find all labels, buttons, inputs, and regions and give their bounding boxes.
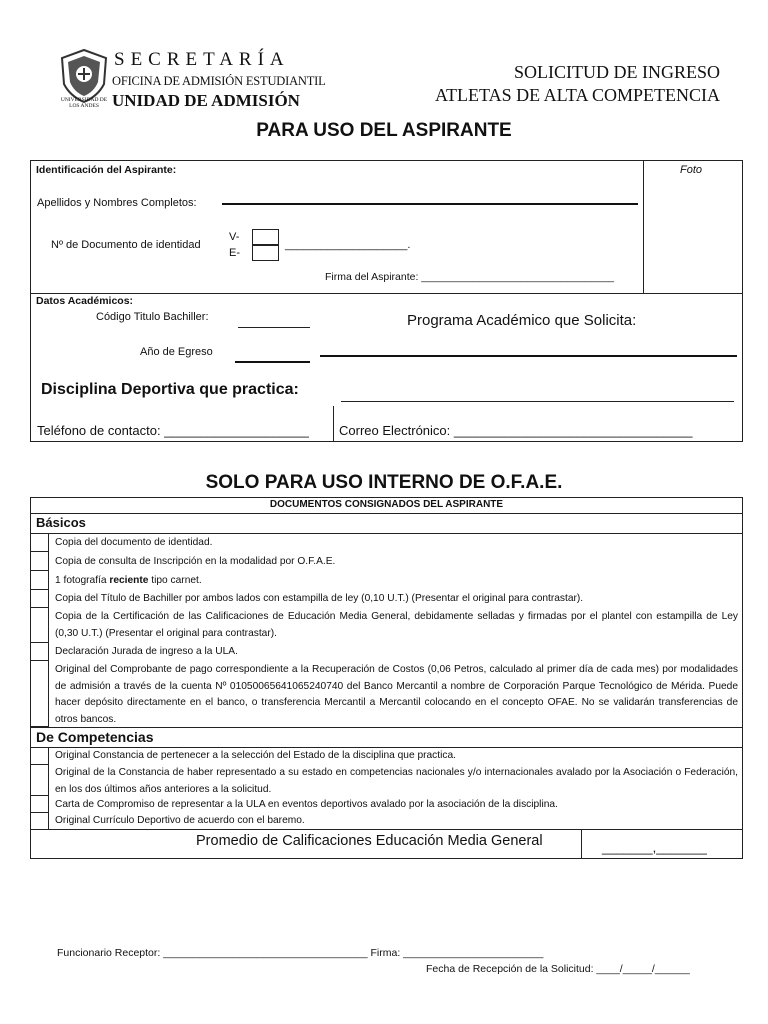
competencias-item: Original Currículo Deportivo de acuerdo con el baremo. [55,815,305,826]
foto-suffix: tipo carnet. [148,575,202,586]
disciplina-field[interactable] [341,401,734,402]
checkbox-basicos-1[interactable] [31,533,49,552]
competencias-item: Original Constancia de pertenecer a la selección del Estado de la disciplina que practica. [55,750,456,761]
table-title: DOCUMENTOS CONSIGNADOS DEL ASPIRANTE [269,499,504,510]
basicos-item [55,573,738,590]
divider [30,533,743,534]
v-label: V- [229,231,240,243]
codigo-titulo-field[interactable] [238,327,310,328]
photo-box[interactable] [643,160,743,294]
logo-oficina: OFICINA DE ADMISIÓN ESTUDIANTIL [112,74,326,88]
checkbox-competencias-3[interactable] [31,796,49,813]
telefono-field[interactable]: Teléfono de contacto: ____________________ [37,423,309,438]
checkbox-basicos-7[interactable] [31,661,49,727]
divider [30,293,644,294]
apellidos-field[interactable] [222,203,638,205]
anio-egreso-label: Año de Egreso [140,346,213,358]
documento-field[interactable]: ____________________. [285,239,411,251]
form-title-line2: ATLETAS DE ALTA COMPETENCIA [435,85,720,105]
checkbox-basicos-2[interactable] [31,552,49,571]
basicos-item: Declaración Jurada de ingreso a la ULA. [55,646,238,657]
basicos-item: Copia de consulta de Inscripción en la modalidad por O.F.A.E. [55,556,336,567]
competencias-item: Carta de Compromiso de representar a la ULA en eventos deportivos avalado por la asociación de la disciplina. [55,799,558,810]
section-heading-interno: SOLO PARA USO INTERNO DE O.F.A.E. [205,472,563,493]
promedio-label: Promedio de Calificaciones Educación Media General [196,833,543,849]
divider [333,406,334,442]
foto-label: Foto [680,164,703,176]
university-logo [58,48,110,104]
logo-universidad: UNIVERSIDAD DE LOS ANDES [60,97,108,109]
v-checkbox[interactable] [252,229,279,245]
basicos-item: Original del Comprobante de pago correspondiente a la Recuperación de Costos (0,06 Petros, calculado al primer día de cada mes) por modalidades de admisión a través de la cuenta Nº 01050065641065240740 del Banco Mercantil a nombre de Corporación Parque Tecnológico de Mérida. Puede hacer depósito directamente en el banco, o transferencia Mercantil a Mercantil colocando en el concepto OFAE. No se validarán transferencias de otros bancos. [55,664,738,725]
logo-secretaria: SECRETARÍA [114,49,290,70]
competencias-item: Original de la Constancia de haber representado a su estado en competencias nacionales y/o internacionales avalado por la Asociación o Federación, en los dos últimos años anteriores a la solicitud. [55,767,738,795]
apellidos-label: Apellidos y Nombres Completos: [37,197,197,209]
e-checkbox[interactable] [252,245,279,261]
fecha-recepcion[interactable]: Fecha de Recepción de la Solicitud: ____/_____/______ [426,963,690,975]
documento-label: Nº de Documento de identidad [51,239,201,251]
codigo-titulo-label: Código Titulo Bachiller: [96,311,209,323]
basicos-item: Copia del Título de Bachiller por ambos lados con estampilla de ley (0,10 U.T.) (Presentar el original para contrastar). [55,593,584,604]
form-title-line1: SOLICITUD DE INGRESO [514,62,720,82]
section-heading-aspirante: PARA USO DEL ASPIRANTE [256,120,512,141]
identificacion-label: Identificación del Aspirante: [36,164,177,176]
checkbox-basicos-5[interactable] [31,608,49,643]
checkbox-competencias-2[interactable] [31,765,49,796]
checkbox-basicos-6[interactable] [31,643,49,661]
checkbox-competencias-4[interactable] [31,813,49,830]
correo-field[interactable]: Correo Electrónico: _________________________________ [339,423,693,438]
foto-bold: reciente [109,575,149,586]
datos-academicos-label: Datos Académicos: [36,295,134,307]
promedio-field[interactable]: _______,_______ [602,840,707,855]
divider [30,727,743,728]
logo-unidad: UNIDAD DE ADMISIÓN [112,91,300,110]
firma-aspirante[interactable]: Firma del Aspirante: _________________________________ [325,271,614,283]
disciplina-label: Disciplina Deportiva que practica: [41,381,299,398]
foto-prefix: 1 fotografía [55,575,110,586]
programa-label: Programa Académico que Solicita: [407,312,637,329]
basicos-label: Básicos [36,515,86,530]
competencias-label: De Competencias [36,729,154,745]
e-label: E- [229,247,240,259]
divider [30,829,743,830]
funcionario-receptor[interactable]: Funcionario Receptor: ___________________________________ Firma: ________________________ [57,947,544,959]
checkbox-competencias-1[interactable] [31,747,49,765]
programa-field[interactable] [320,355,737,357]
anio-egreso-field[interactable] [235,361,310,363]
divider [30,513,743,514]
divider [581,829,582,859]
checkbox-basicos-3[interactable] [31,571,49,590]
basicos-item: Copia de la Certificación de las Calificaciones de Educación Media General, debidamente selladas y firmadas por el plantel con estampilla de Ley (0,30 U.T.) (Presentar el original para contrastar). [55,611,738,639]
basicos-item: Copia del documento de identidad. [55,537,213,548]
checkbox-basicos-4[interactable] [31,590,49,608]
